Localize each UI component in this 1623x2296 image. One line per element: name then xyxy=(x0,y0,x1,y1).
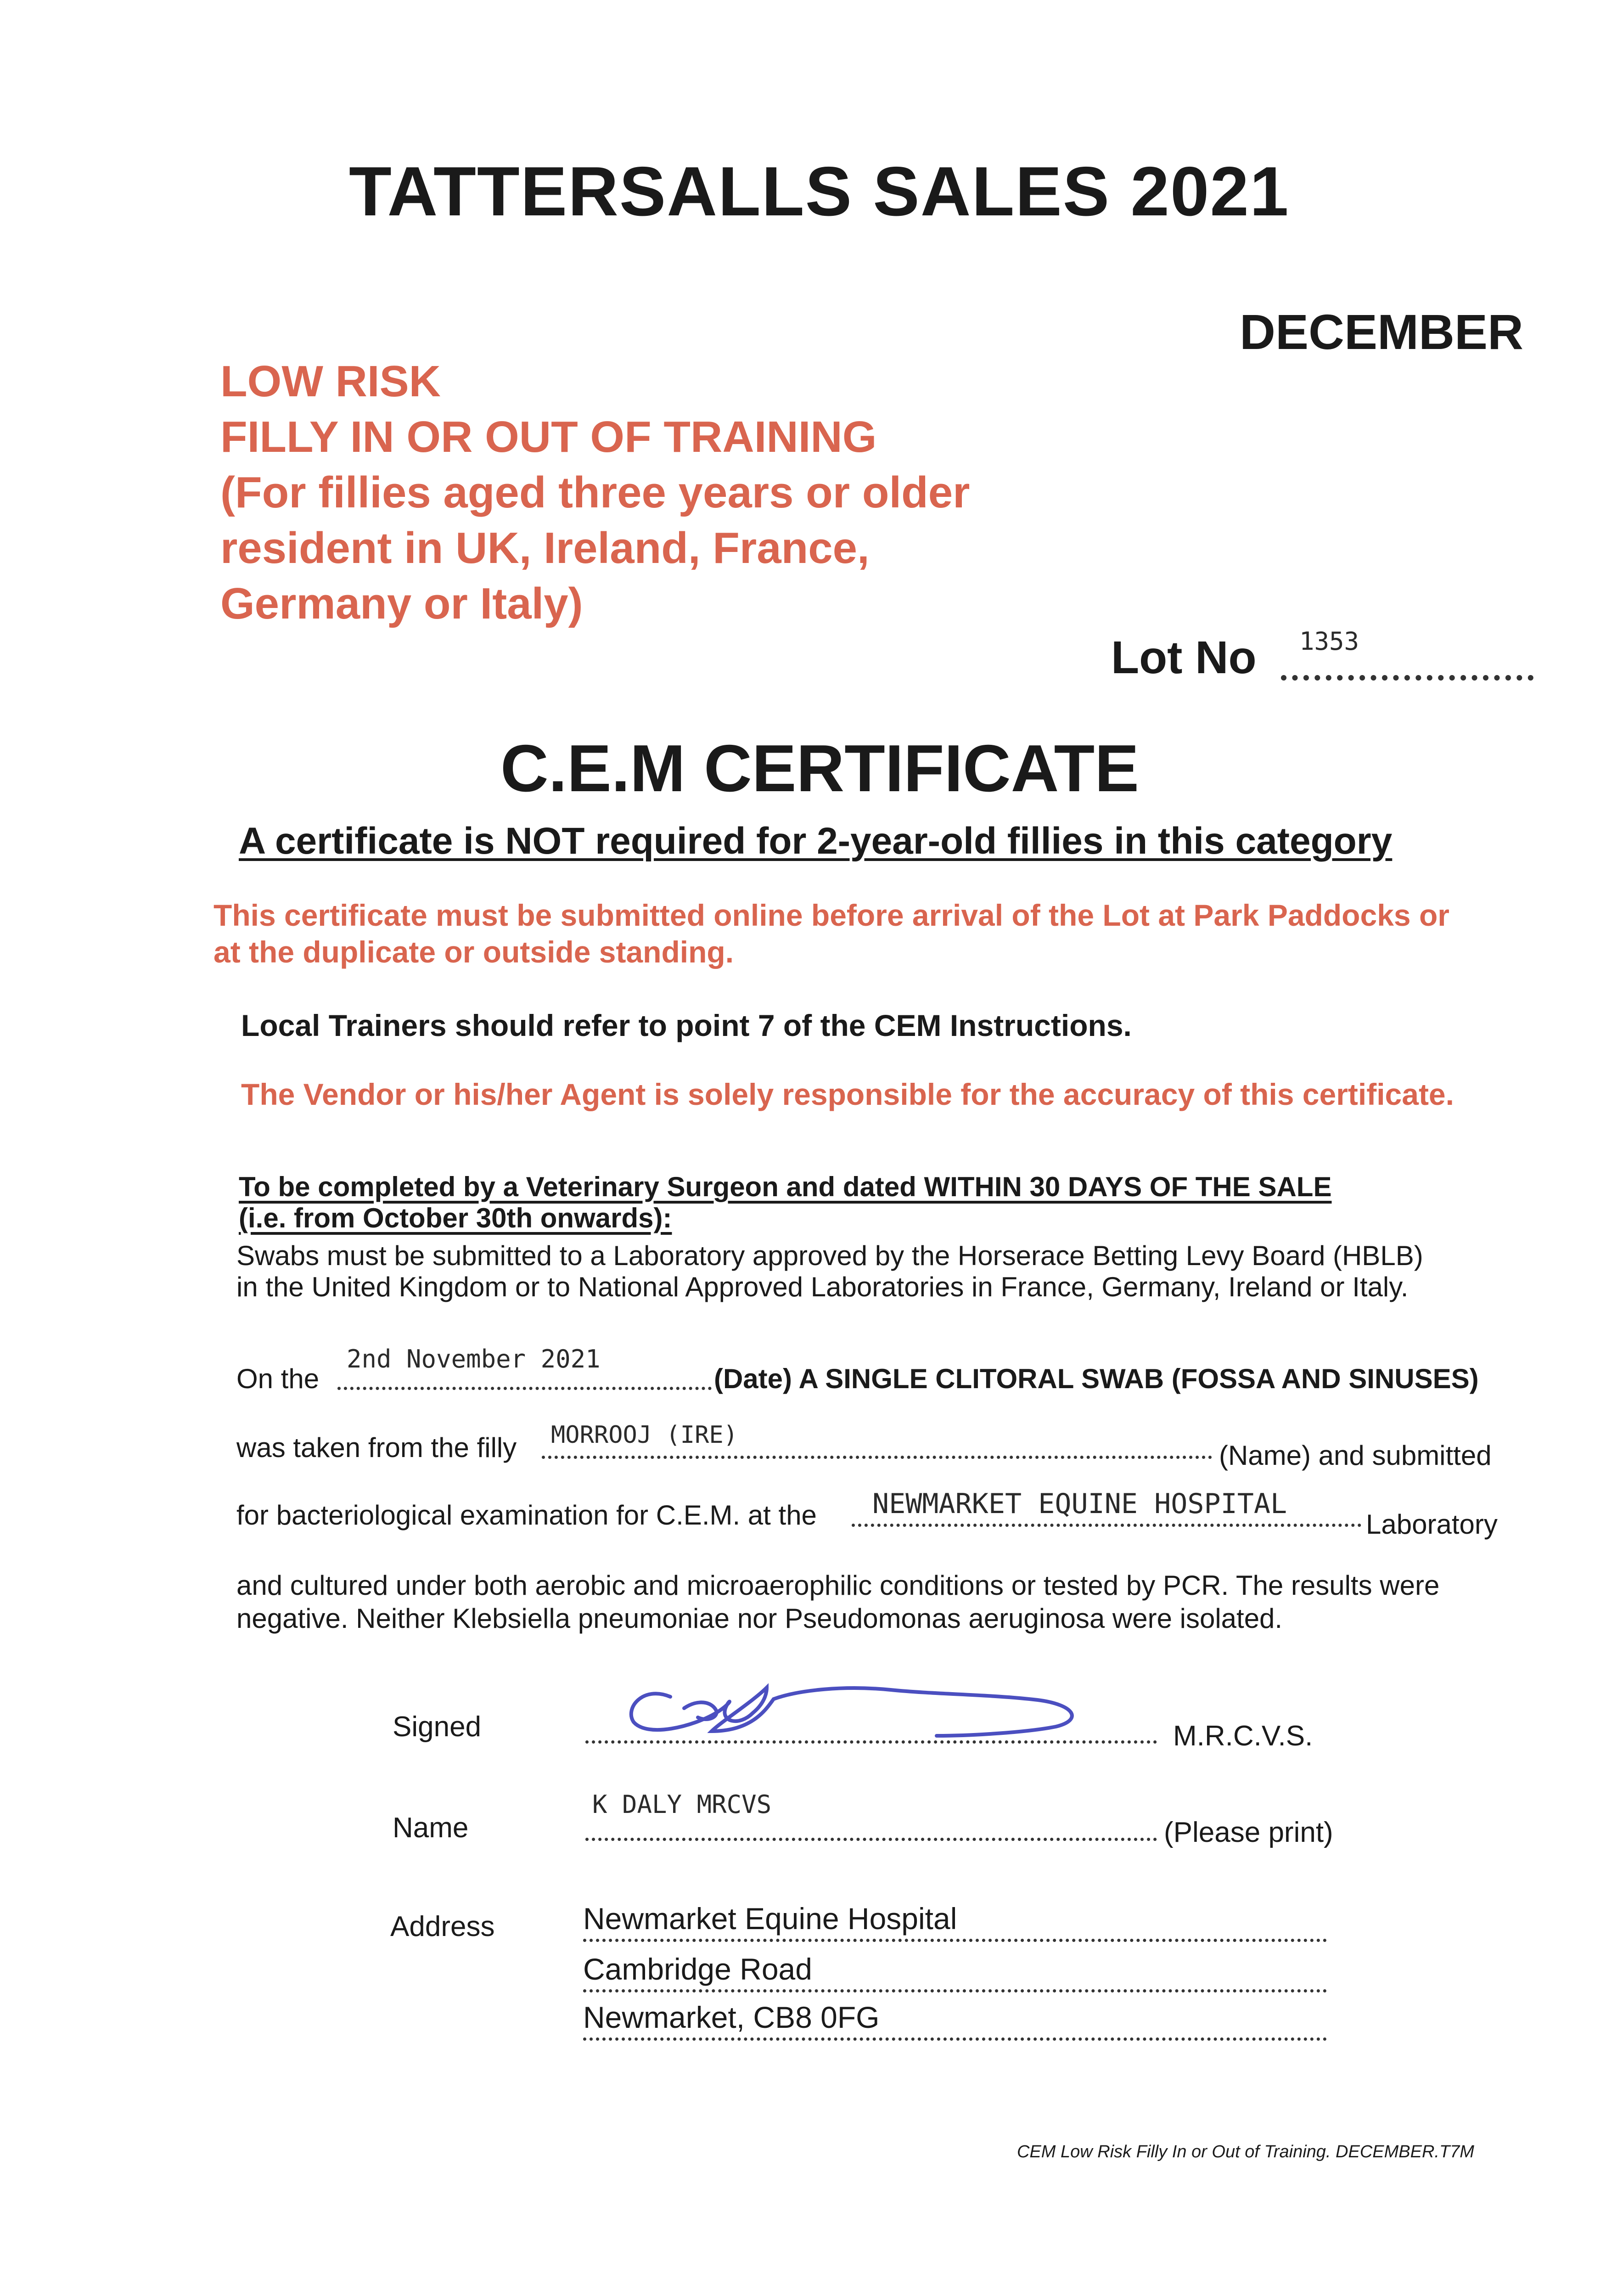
certificate-title: C.E.M CERTIFICATE xyxy=(500,731,1139,805)
filly-name: MORROOJ (IRE) xyxy=(551,1421,738,1449)
vendor-responsibility-note: The Vendor or his/her Agent is solely responsible for the accuracy of this certificate. xyxy=(241,1077,1454,1111)
signature-scribble xyxy=(615,1658,1111,1754)
lab-suffix: Laboratory xyxy=(1366,1509,1498,1540)
category-line: resident in UK, Ireland, France, xyxy=(220,523,870,573)
category-line: LOW RISK xyxy=(220,357,441,406)
on-the-label: On the xyxy=(236,1363,320,1394)
vet-section-body-cont: in the United Kingdom or to National Approved Laboratories in France, Germany, Ireland or Italy. xyxy=(236,1272,1409,1302)
date-suffix-text: (Date) A SINGLE CLITORAL SWAB (FOSSA AND SINUSES) xyxy=(714,1363,1479,1394)
address-line-2: Cambridge Road xyxy=(583,1952,812,1986)
signature-stroke xyxy=(631,1688,1072,1736)
filly-label: was taken from the filly xyxy=(236,1432,517,1463)
vet-section-body: Swabs must be submitted to a Laboratory approved by the Horserace Betting Levy Board (HBLB) xyxy=(236,1240,1423,1271)
category-line: FILLY IN OR OUT OF TRAINING xyxy=(220,412,877,461)
date-dotted-line xyxy=(337,1387,712,1390)
filly-suffix: (Name) and submitted xyxy=(1219,1440,1492,1471)
lab-name: NEWMARKET EQUINE HOSPITAL xyxy=(872,1488,1287,1520)
submission-instruction: This certificate must be submitted online before arrival of the Lot at Park Paddocks or xyxy=(213,898,1449,932)
name-label: Name xyxy=(393,1812,469,1844)
address-label: Address xyxy=(390,1911,495,1942)
lot-number: 1353 xyxy=(1299,627,1359,656)
result-text-cont: negative. Neither Klebsiella pneumoniae nor Pseudomonas aeruginosa were isolated. xyxy=(236,1603,1283,1634)
signature-stroke xyxy=(684,1702,717,1719)
submission-instruction-cont: at the duplicate or outside standing. xyxy=(213,935,734,969)
vet-name: K DALY MRCVS xyxy=(592,1790,772,1819)
lab-label: for bacteriological examination for C.E.M. at the xyxy=(236,1500,817,1531)
form-code-footer: CEM Low Risk Filly In or Out of Training. DECEMBER.T7M xyxy=(1017,2142,1474,2161)
page-title: TATTERSALLS SALES 2021 xyxy=(349,152,1290,231)
address-dotted-line-2 xyxy=(583,1989,1327,1992)
category-line: Germany or Italy) xyxy=(220,579,583,628)
address-dotted-line-3 xyxy=(583,2037,1327,2041)
address-line-3: Newmarket, CB8 0FG xyxy=(583,2000,880,2034)
lot-label: Lot No xyxy=(1111,632,1257,683)
address-dotted-line-1 xyxy=(583,1939,1327,1942)
address-line-1: Newmarket Equine Hospital xyxy=(583,1902,957,1936)
lot-number-dotted-line xyxy=(1281,675,1533,681)
local-trainers-note: Local Trainers should refer to point 7 of the CEM Instructions. xyxy=(241,1008,1132,1042)
category-block xyxy=(220,354,970,631)
certificate-notice: A certificate is NOT required for 2-year-old fillies in this category xyxy=(239,820,1393,862)
vet-section-heading-dates: (i.e. from October 30th onwards): xyxy=(239,1203,672,1233)
signed-suffix: M.R.C.V.S. xyxy=(1173,1720,1313,1752)
result-text: and cultured under both aerobic and microaerophilic conditions or tested by PCR. The results were xyxy=(236,1570,1440,1601)
swab-date: 2nd November 2021 xyxy=(347,1345,601,1373)
sale-month: DECEMBER xyxy=(1240,304,1524,360)
category-line: (For fillies aged three years or older xyxy=(220,468,970,517)
name-suffix: (Please print) xyxy=(1164,1817,1333,1848)
lab-dotted-line xyxy=(852,1524,1361,1527)
filly-dotted-line xyxy=(542,1456,1212,1459)
vet-section-heading: To be completed by a Veterinary Surgeon and dated WITHIN 30 DAYS OF THE SALE xyxy=(239,1171,1332,1202)
date-suffix xyxy=(714,1363,1479,1395)
signed-label: Signed xyxy=(393,1711,482,1743)
name-dotted-line xyxy=(585,1838,1157,1841)
